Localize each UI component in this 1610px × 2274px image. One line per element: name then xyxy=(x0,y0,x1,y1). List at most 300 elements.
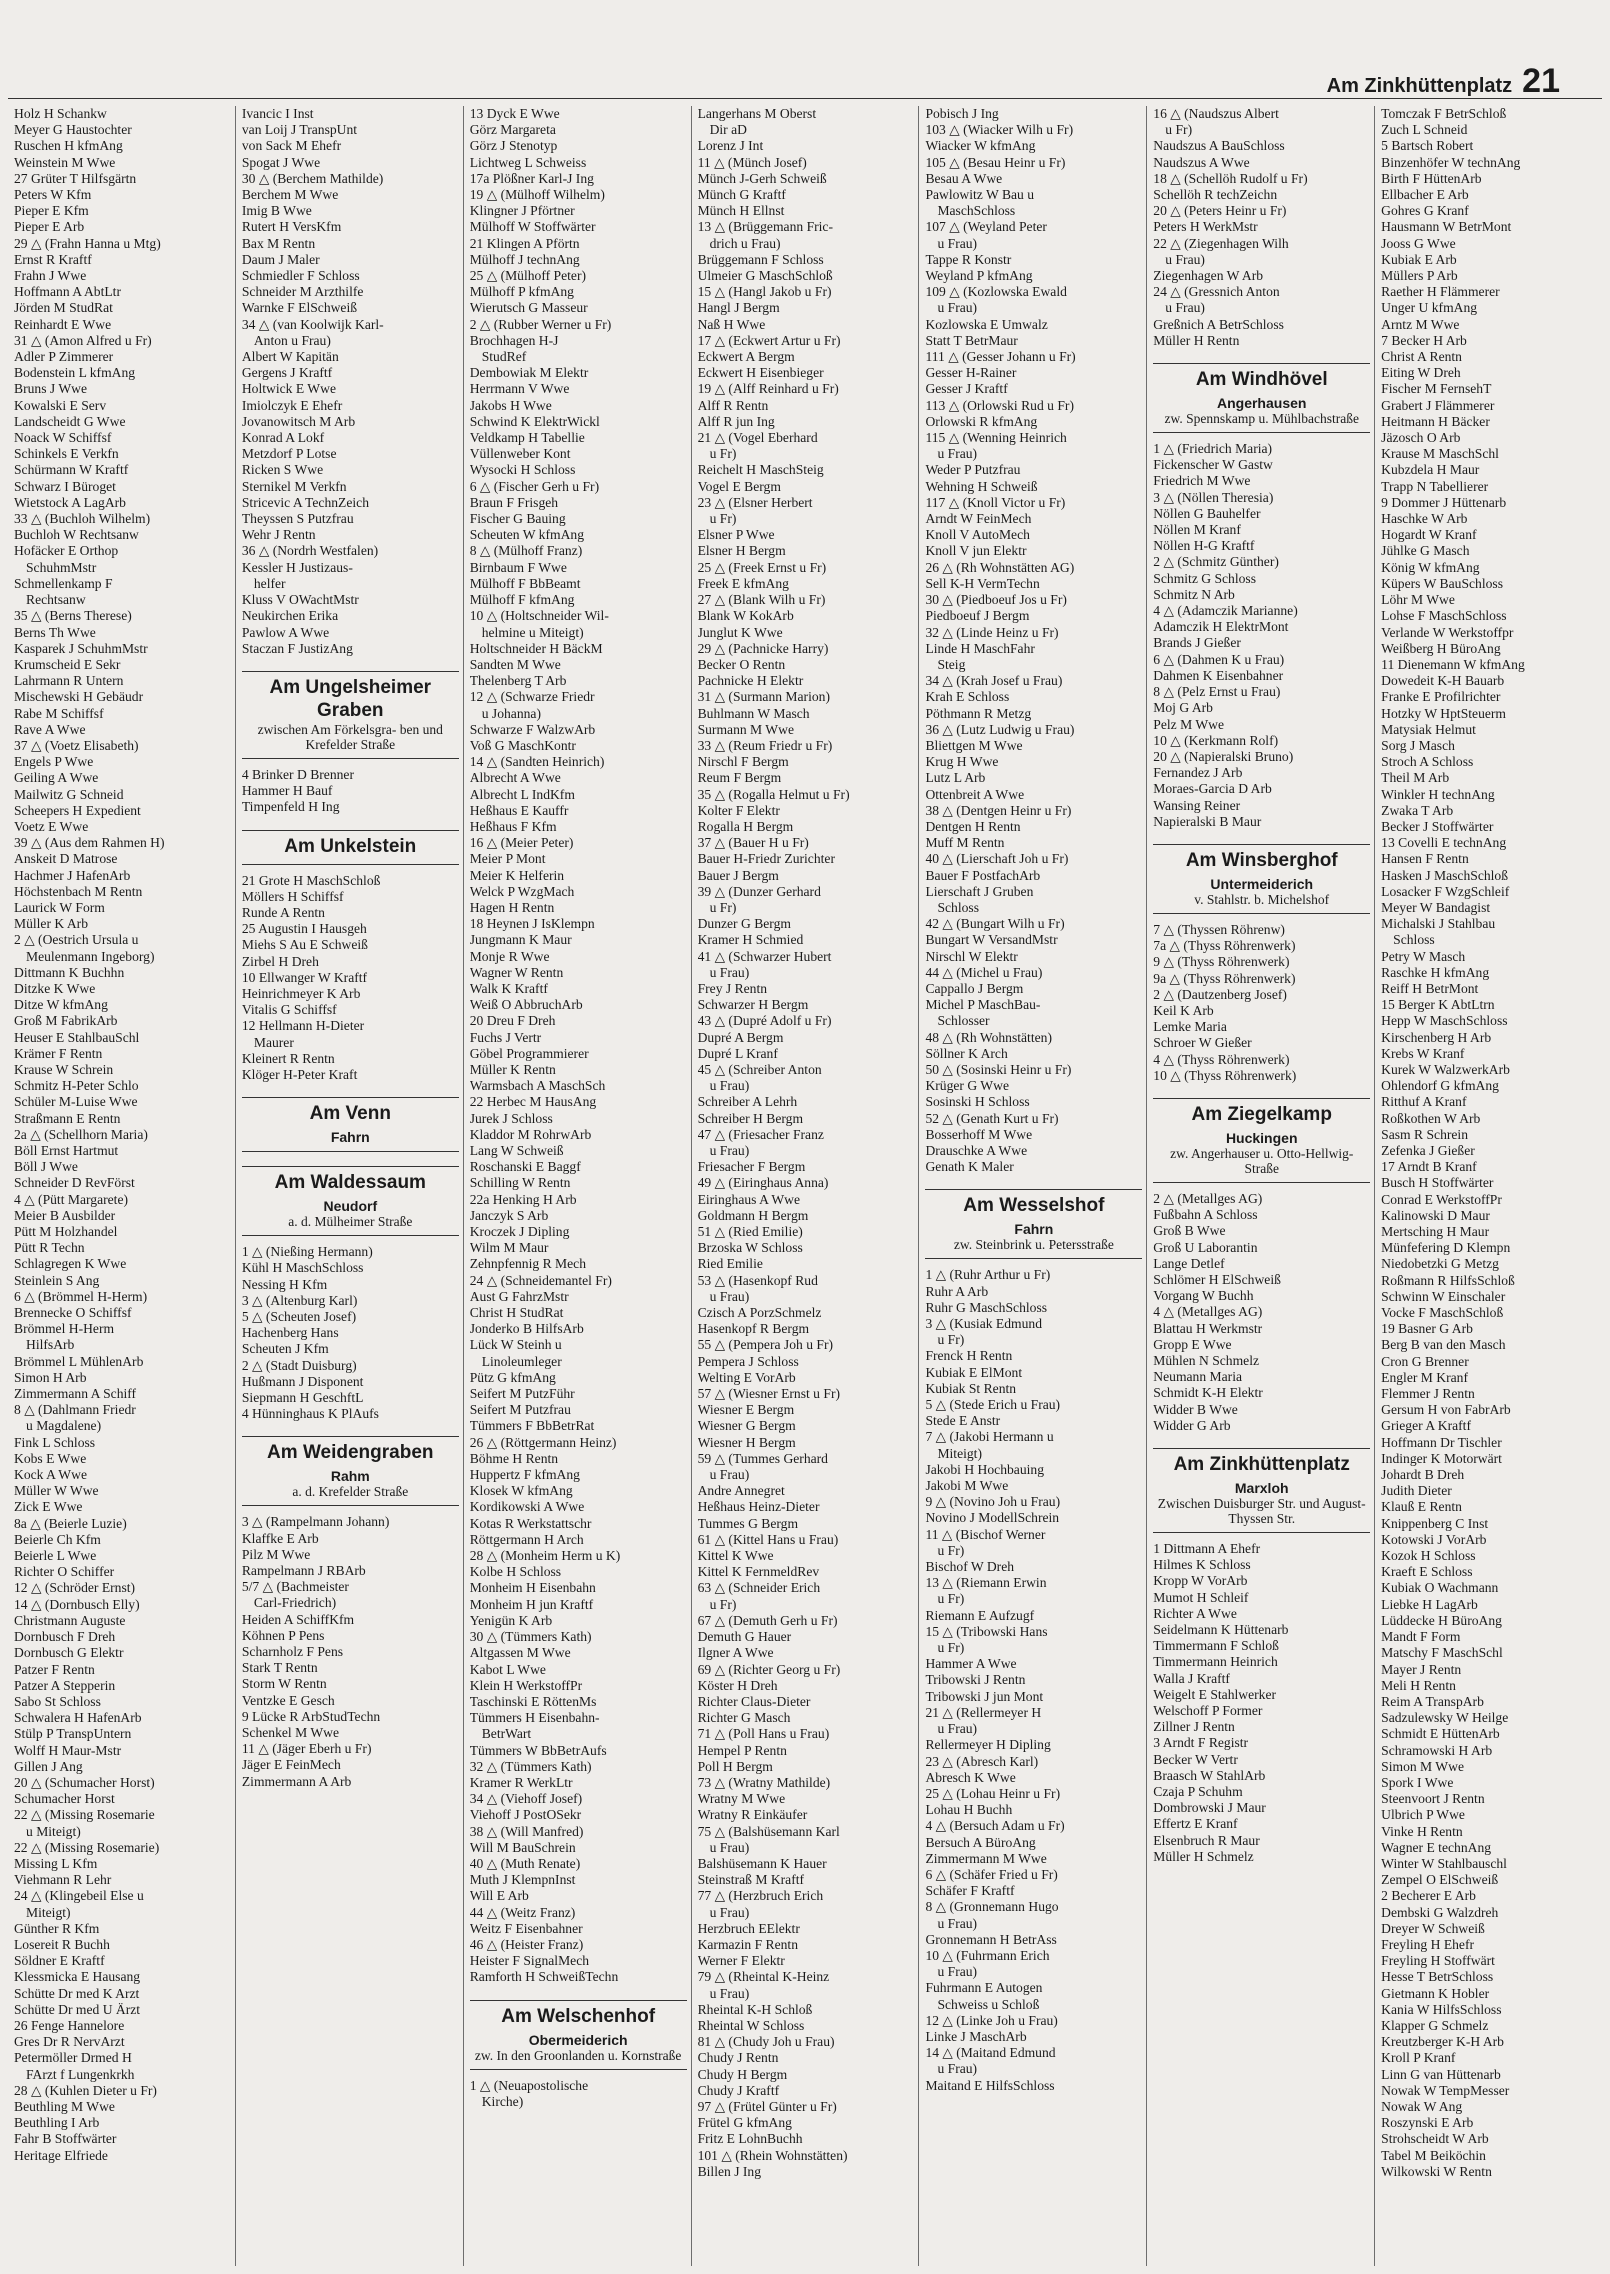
directory-entry: Rechtsanw xyxy=(26,592,86,608)
directory-entry: Monje R Wwe xyxy=(469,948,550,964)
directory-entry: Adamczik H ElektrMont xyxy=(1153,619,1289,635)
header-rule xyxy=(8,98,1602,99)
directory-entry: Lohau H Buchh xyxy=(925,1802,1013,1818)
directory-entry: u Fr) xyxy=(709,446,737,462)
directory-entry: Ditzke K Wwe xyxy=(14,980,96,996)
directory-entry: von Sack M Ehefr xyxy=(241,138,342,154)
directory-entry: Wiesner H Bergm xyxy=(697,1434,796,1450)
directory-entry: Frenck H Rentn xyxy=(925,1348,1013,1364)
directory-entry: Schwarze F WalzwArb xyxy=(469,721,596,737)
directory-entry: Lück W Steinh u xyxy=(469,1337,562,1353)
directory-entry: Günther R Kfm xyxy=(14,1920,100,1936)
directory-entry: 29 △ (Frahn Hanna u Mtg) xyxy=(14,235,161,251)
street-name: Am Waldessaum xyxy=(274,1172,426,1194)
directory-entry: Riemann E Aufzugf xyxy=(925,1607,1035,1623)
directory-entry: u Frau) xyxy=(937,2061,978,2077)
directory-entry: Böll J Wwe xyxy=(14,1159,78,1175)
directory-entry: Schmidt E HüttenArb xyxy=(1381,1726,1500,1742)
directory-entry: Flemmer J Rentn xyxy=(1381,1386,1475,1402)
directory-entry: Blattau H Werkmstr xyxy=(1153,1320,1263,1336)
directory-entry: Kittel K FernmeldRev xyxy=(697,1564,820,1580)
directory-entry: Abresch K Wwe xyxy=(925,1769,1016,1785)
directory-entry: Linoleumleger xyxy=(481,1353,562,1369)
directory-entry: Becker W Vertr xyxy=(1153,1751,1238,1767)
directory-entry: Kabot L Wwe xyxy=(469,1661,546,1677)
directory-entry: Goldmann H Bergm xyxy=(697,1207,809,1223)
directory-entry: 25 Augustin I Hausgeh xyxy=(241,921,367,937)
directory-entry: Jäzosch O Arb xyxy=(1381,430,1461,446)
directory-entry: Pawlow A Wwe xyxy=(241,624,330,640)
directory-entry: u Frau) xyxy=(937,235,978,251)
directory-entry: Sadzulewsky W Heilge xyxy=(1381,1710,1509,1726)
directory-entry: Bungart W VersandMstr xyxy=(925,932,1058,948)
directory-entry: 61 △ (Kittel Hans u Frau) xyxy=(697,1531,839,1547)
directory-entry: 39 △ (Dunzer Gerhard xyxy=(697,883,821,899)
directory-entry: Schlosser xyxy=(937,1013,990,1029)
directory-entry: Cappallo J Bergm xyxy=(925,980,1024,996)
directory-entry: Rellermeyer H Dipling xyxy=(925,1737,1051,1753)
directory-entry: 37 △ (Bauer H u Fr) xyxy=(697,835,809,851)
directory-entry: Weiß O AbbruchArb xyxy=(469,997,583,1013)
directory-entry: Christmann Auguste xyxy=(14,1612,126,1628)
directory-entry: 4 △ (Bersuch Adam u Fr) xyxy=(925,1818,1065,1834)
directory-entry: u Fr) xyxy=(1165,122,1193,138)
directory-entry: Schroer W Gießer xyxy=(1153,1035,1252,1051)
directory-entry: 22 △ (Ziegenhagen Wilh xyxy=(1153,235,1289,251)
column-4 xyxy=(691,106,919,2266)
directory-entry: Junglut K Wwe xyxy=(697,624,783,640)
directory-entry: Bliettgen M Wwe xyxy=(925,737,1023,753)
directory-entry: Bodenstein L kfmAng xyxy=(14,365,136,381)
directory-entry: Pempera J Schloss xyxy=(697,1353,799,1369)
directory-entry: van Loij J TranspUnt xyxy=(241,122,358,138)
directory-entry: Wansing Reiner xyxy=(1153,797,1241,813)
directory-entry: Seifert M Putzfrau xyxy=(469,1402,571,1418)
directory-entry: Köster H Dreh xyxy=(697,1677,778,1693)
directory-entry: Liebke H LagArb xyxy=(1381,1596,1478,1612)
directory-entry: Steinlein S Ang xyxy=(14,1272,100,1288)
directory-entry: Adler P Zimmerer xyxy=(14,349,114,365)
directory-entry: Schneider M Arzthilfe xyxy=(241,284,364,300)
directory-entry: Heiden A SchiffKfm xyxy=(241,1611,355,1627)
directory-entry: Groß B Wwe xyxy=(1153,1223,1226,1239)
directory-entry: Simon M Wwe xyxy=(1381,1758,1464,1774)
directory-entry: Pöthmann R Metzg xyxy=(925,705,1032,721)
directory-entry: Lohse F MaschSchloss xyxy=(1381,608,1507,624)
directory-entry: Thelenberg T Arb xyxy=(469,673,567,689)
directory-entry: Lange Detlef xyxy=(1153,1255,1225,1271)
directory-entry: 14 △ (Dornbusch Elly) xyxy=(14,1596,140,1612)
directory-entry: Daum J Maler xyxy=(241,251,320,267)
column-7 xyxy=(1374,106,1602,2266)
directory-entry: Elsner P Wwe xyxy=(697,527,775,543)
directory-entry: Nöllen G Bauhelfer xyxy=(1153,505,1261,521)
directory-entry: 20 △ (Napieralski Bruno) xyxy=(1153,748,1294,764)
street-location: a. d. Krefelder Straße xyxy=(292,1484,409,1500)
directory-entry: 12 Hellmann H-Dieter xyxy=(241,1018,365,1034)
directory-entry: u Frau) xyxy=(709,1904,750,1920)
directory-entry: Klapper G Schmelz xyxy=(1381,2017,1489,2033)
directory-entry: 16 △ (Naudszus Albert xyxy=(1153,106,1279,121)
directory-entry: Kock A Wwe xyxy=(14,1467,87,1483)
directory-entry: Krebs W Kranf xyxy=(1381,1045,1465,1061)
directory-entry: Grieger A Kraftf xyxy=(1381,1418,1471,1434)
directory-entry: Klosek W kfmAng xyxy=(469,1483,573,1499)
directory-entry: Storm W Rentn xyxy=(241,1676,327,1692)
directory-entry: Dentgen H Rentn xyxy=(925,818,1021,834)
directory-entry: Kurek W WalzwerkArb xyxy=(1381,1061,1510,1077)
directory-entry: Fritz E LohnBuchh xyxy=(697,2131,803,2147)
directory-entry: Albrecht L IndKfm xyxy=(469,786,575,802)
directory-entry: Schmiedler F Schloss xyxy=(241,268,360,284)
directory-entry: Moj G Arb xyxy=(1153,700,1213,716)
directory-entry: Söldner E Kraftf xyxy=(14,1953,105,1969)
directory-entry: Mandt F Form xyxy=(1381,1629,1461,1645)
directory-entry: Tappe R Konstr xyxy=(925,251,1012,267)
directory-entry: 4 △ (Thyss Röhrenwerk) xyxy=(1153,1051,1290,1067)
directory-entry: Kubiak E Arb xyxy=(1381,251,1457,267)
directory-entry: 26 △ (Rh Wohnstätten AG) xyxy=(925,559,1075,575)
directory-entry: FArzt f Lungenkrkh xyxy=(26,2066,135,2082)
directory-entry: 115 △ (Wenning Heinrich xyxy=(925,430,1067,446)
directory-entry: 18 Heynen J IsKlempn xyxy=(469,916,595,932)
directory-entry: Ulbrich P Wwe xyxy=(1381,1807,1465,1823)
directory-entry: Andre Annegret xyxy=(697,1483,785,1499)
directory-entry: Tabel M Beiköchin xyxy=(1381,2147,1486,2163)
directory-entry: u Frau) xyxy=(709,1985,750,2001)
directory-entry: 22 △ (Missing Rosemarie) xyxy=(14,1839,160,1855)
directory-entry: Ulmeier G MaschSchloß xyxy=(697,268,833,284)
directory-entry: Trapp N Tabellierer xyxy=(1381,478,1489,494)
directory-entry: Görz J Stenotyp xyxy=(469,138,558,154)
directory-entry: Zwaka T Arb xyxy=(1381,802,1454,818)
directory-entry: Viehoff J PostOSekr xyxy=(469,1807,582,1823)
directory-entry: 2a △ (Schellhorn Maria) xyxy=(14,1126,148,1142)
directory-entry: Kluss V OWachtMstr xyxy=(241,592,359,608)
directory-entry: Wilm M Maur xyxy=(469,1240,549,1256)
directory-entry: 21 Klingen A Pförtn xyxy=(469,235,580,251)
directory-entry: Mülhoff F kfmAng xyxy=(469,592,575,608)
directory-entry: Sabo St Schloss xyxy=(14,1693,101,1709)
directory-entry: Tümmers W BbBetrAufs xyxy=(469,1742,607,1758)
directory-entry: Böhme H Rentn xyxy=(469,1450,559,1466)
directory-entry: Brömmel H-Herm xyxy=(14,1321,115,1337)
street-heading xyxy=(1153,1448,1370,1533)
directory-entry: 43 △ (Dupré Adolf u Fr) xyxy=(697,1013,832,1029)
directory-entry: Meier K Helferin xyxy=(469,867,565,883)
directory-entry: Kordikowski A Wwe xyxy=(469,1499,585,1515)
directory-entry: 71 △ (Poll Hans u Frau) xyxy=(697,1726,830,1742)
directory-entry: SchuhmMstr xyxy=(26,559,97,575)
directory-entry: u Fr) xyxy=(709,1596,737,1612)
directory-entry: Kramer H Schmied xyxy=(697,932,804,948)
directory-entry: 17 △ (Eckwert Artur u Fr) xyxy=(697,332,841,348)
directory-entry: Krämer F Rentn xyxy=(14,1045,103,1061)
directory-entry: Vitalis G Schiffsf xyxy=(241,1002,337,1018)
directory-entry: Miehs S Au E Schweiß xyxy=(241,937,368,953)
street-heading xyxy=(1153,844,1370,914)
directory-entry: Winkler H technAng xyxy=(1381,786,1495,802)
directory-entry: Rheintal K-H Schloß xyxy=(697,2001,813,2017)
directory-entry: 10 △ (Fuhrmann Erich xyxy=(925,1947,1050,1963)
directory-entry: Holz H Schankw xyxy=(14,106,107,121)
directory-entry: Besau A Wwe xyxy=(925,170,1003,186)
directory-entry: Friedrich M Wwe xyxy=(1153,473,1251,489)
directory-entry: 10 △ (Thyss Röhrenwerk) xyxy=(1153,1067,1297,1083)
street-name: Am Ungelsheimer Graben xyxy=(269,676,432,721)
page-number: 21 xyxy=(1522,62,1560,100)
street-district: Huckingen xyxy=(1225,1129,1298,1146)
directory-entry: 42 △ (Bungart Wilh u Fr) xyxy=(925,916,1065,932)
directory-entry: Schwarz I Büroget xyxy=(14,478,116,494)
directory-entry: 101 △ (Rhein Wohnstätten) xyxy=(697,2147,848,2163)
directory-entry: Brennecke O Schiffsf xyxy=(14,1305,132,1321)
directory-entry: Pütt R Techn xyxy=(14,1240,85,1256)
directory-entry: Beierle Ch Kfm xyxy=(14,1531,101,1547)
directory-entry: Bauer F PostfachArb xyxy=(925,867,1041,883)
directory-entry: Altgassen M Wwe xyxy=(469,1645,571,1661)
directory-entry: Klöger H-Peter Kraft xyxy=(241,1066,358,1082)
directory-entry: Hausmann W BetrMont xyxy=(1381,219,1512,235)
directory-entry: Bax M Rentn xyxy=(241,235,316,251)
directory-entry: 11 Dienemann W kfmAng xyxy=(1381,656,1525,672)
directory-entry: Zirbel H Dreh xyxy=(241,953,319,969)
directory-entry: Kirche) xyxy=(481,2093,524,2109)
directory-entry: Arntz M Wwe xyxy=(1381,316,1460,332)
directory-entry: Poll H Bergm xyxy=(697,1758,773,1774)
directory-entry: Schumacher Horst xyxy=(14,1791,115,1807)
directory-entry: Naß H Wwe xyxy=(697,316,766,332)
directory-entry: Klessmicka E Hausang xyxy=(14,1969,141,1985)
directory-entry: Sell K-H VermTechn xyxy=(925,575,1040,591)
directory-entry: Straßmann E Rentn xyxy=(14,1110,121,1126)
directory-entry: Cron G Brenner xyxy=(1381,1353,1469,1369)
directory-entry: Metzdorf P Lotse xyxy=(241,446,337,462)
directory-entry: 2 Becherer E Arb xyxy=(1381,1888,1476,1904)
directory-entry: Möllers H Schiffsf xyxy=(241,888,344,904)
directory-entry: Kasparek J SchuhmMstr xyxy=(14,640,148,656)
directory-entry: 1 △ (Nießing Hermann) xyxy=(241,1244,373,1260)
street-location: zwischen Am Förkelsgra- ben und Krefelder Straße xyxy=(257,721,443,752)
directory-entry: Mailwitz G Schneid xyxy=(14,786,124,802)
directory-entry: Kirschenberg H Arb xyxy=(1381,1029,1492,1045)
directory-entry: Theil M Arb xyxy=(1381,770,1450,786)
directory-entry: 1 △ (Friedrich Maria) xyxy=(1153,441,1273,457)
directory-entry: 37 △ (Voetz Elisabeth) xyxy=(14,737,139,753)
street-name: Am Venn xyxy=(309,1103,391,1125)
directory-entry: Zick E Wwe xyxy=(14,1499,83,1515)
directory-entry: Reum F Bergm xyxy=(697,770,782,786)
directory-entry: 5 △ (Stede Erich u Frau) xyxy=(925,1397,1061,1413)
directory-entry: Gietmann K Hobler xyxy=(1381,1985,1490,2001)
directory-entry: Zimmermann A Schiff xyxy=(14,1386,137,1402)
directory-entry: 79 △ (Rheintal K-Heinz xyxy=(697,1969,830,1985)
directory-entry: Patzer F Rentn xyxy=(14,1661,95,1677)
directory-entry: Voß G MaschKontr xyxy=(469,737,576,753)
directory-entry: 18 △ (Schellöh Rudolf u Fr) xyxy=(1153,170,1308,186)
directory-entry: Frahn J Wwe xyxy=(14,268,87,284)
directory-entry: 28 △ (Kuhlen Dieter u Fr) xyxy=(14,2082,157,2098)
directory-entry: Knippenberg C Inst xyxy=(1381,1515,1489,1531)
directory-entry: Schwind K ElektrWickl xyxy=(469,413,600,429)
street-heading xyxy=(242,830,459,865)
directory-entry: MaschSchloss xyxy=(937,203,1016,219)
directory-entry: 17 Arndt B Kranf xyxy=(1381,1159,1477,1175)
directory-entry: Siepmann H GeschftL xyxy=(241,1389,364,1405)
directory-entry: Winter W Stahlbauschl xyxy=(1381,1855,1507,1871)
directory-entry: Kozok H Schloss xyxy=(1381,1548,1476,1564)
directory-entry: 12 △ (Schröder Ernst) xyxy=(14,1580,136,1596)
directory-entry: Braasch W StahlArb xyxy=(1153,1767,1266,1783)
directory-entry: Küpers W BauSchloss xyxy=(1381,575,1503,591)
directory-entry: Kleinert R Rentn xyxy=(241,1050,335,1066)
directory-entry: Ziegenhagen W Arb xyxy=(1153,268,1264,284)
directory-entry: Haschke W Arb xyxy=(1381,511,1468,527)
directory-entry: Schlömer H ElSchweiß xyxy=(1153,1271,1281,1287)
directory-entry: Gesser J Kraftf xyxy=(925,381,1008,397)
directory-entry: 63 △ (Schneider Erich xyxy=(697,1580,821,1596)
directory-entry: Fuchs J Vertr xyxy=(469,1029,542,1045)
directory-entry: Nirschl W Elektr xyxy=(925,948,1018,964)
directory-entry: 1 △ (Neuapostolische xyxy=(469,2077,589,2093)
directory-entry: Patzer A Stepperin xyxy=(14,1677,116,1693)
directory-entry: Matysiak Helmut xyxy=(1381,721,1476,737)
directory-entry: Reim A TranspArb xyxy=(1381,1693,1484,1709)
directory-entry: Linn G van Hüttenarb xyxy=(1381,2066,1501,2082)
directory-entry: 59 △ (Tummes Gerhard xyxy=(697,1450,828,1466)
directory-entry: Statt T BetrMaur xyxy=(925,332,1018,348)
directory-entry: 1 Dittmann A Ehefr xyxy=(1153,1541,1261,1556)
directory-entry: Walk K Kraftf xyxy=(469,980,548,996)
street-location: v. Stahlstr. b. Michelshof xyxy=(1194,891,1330,907)
directory-entry: Eckwert A Bergm xyxy=(697,349,795,365)
directory-entry: Anskeit D Matrose xyxy=(14,851,118,867)
directory-entry: Zehnpfennig R Mech xyxy=(469,1256,586,1272)
directory-entry: Chudy H Bergm xyxy=(697,2066,788,2082)
directory-entry: Hempel P Rentn xyxy=(697,1742,787,1758)
directory-entry: 38 △ (Will Manfred) xyxy=(469,1823,584,1839)
directory-entry: Rampelmann J RBArb xyxy=(241,1563,366,1578)
directory-entry: 3 △ (Kusiak Edmund xyxy=(925,1316,1042,1332)
directory-entry: 30 △ (Tümmers Kath) xyxy=(469,1629,592,1645)
directory-entry: Klaffke E Arb xyxy=(241,1530,319,1546)
directory-entry: 21 △ (Rellermeyer H xyxy=(925,1704,1042,1720)
directory-entry: Eiringhaus A Wwe xyxy=(697,1191,801,1207)
directory-entry: Engels P Wwe xyxy=(14,754,94,770)
directory-entry: Judith Dieter xyxy=(1381,1483,1452,1499)
directory-entry: Huppertz F kfmAng xyxy=(469,1467,580,1483)
directory-entry: Bauer J Bergm xyxy=(697,867,779,883)
directory-entry: Pobisch J Ing xyxy=(925,106,999,121)
directory-entry: 31 △ (Amon Alfred u Fr) xyxy=(14,332,152,348)
directory-entry: Münch J-Gerh Schweiß xyxy=(697,170,827,186)
directory-entry: Kolbe H Schloss xyxy=(469,1564,562,1580)
directory-entry: Dreyer W Schweiß xyxy=(1381,1920,1485,1936)
street-heading xyxy=(242,1097,459,1152)
directory-entry: Christ A Rentn xyxy=(1381,349,1462,365)
directory-entry: 36 △ (Nordrh Westfalen) xyxy=(241,543,379,559)
directory-entry: Frey J Rentn xyxy=(697,980,768,996)
directory-entry: Hußmann J Disponent xyxy=(241,1373,364,1389)
directory-entry: Gropp E Wwe xyxy=(1153,1336,1232,1352)
directory-entry: Muff M Rentn xyxy=(925,835,1005,851)
directory-entry: Heßhaus F Kfm xyxy=(469,818,557,834)
directory-entry: Krug H Wwe xyxy=(925,754,999,770)
directory-entry: 10 Ellwanger W Kraftf xyxy=(241,969,368,985)
directory-entry: Pelz M Wwe xyxy=(1153,716,1225,732)
street-name: Am Windhövel xyxy=(1195,369,1328,391)
directory-entry: Hangl J Bergm xyxy=(697,300,780,316)
directory-entry: 13 △ (Brüggemann Fric- xyxy=(697,219,833,235)
directory-entry: Spork I Wwe xyxy=(1381,1774,1454,1790)
directory-entry: Michalski J Stahlbau xyxy=(1381,916,1496,932)
directory-entry: Jungmann K Maur xyxy=(469,932,572,948)
directory-entry: Ventzke E Gesch xyxy=(241,1692,335,1708)
directory-entry: Hasken J MaschSchloß xyxy=(1381,867,1509,883)
directory-entry: Schreiber A Lehrh xyxy=(697,1094,798,1110)
directory-entry: Schütte Dr med U Ärzt xyxy=(14,2001,141,2017)
directory-entry: Jovanowitsch M Arb xyxy=(241,413,356,429)
directory-entry: Friesacher F Bergm xyxy=(697,1159,806,1175)
directory-entry: Walla J Kraftf xyxy=(1153,1670,1230,1686)
directory-entry: Meier P Mont xyxy=(469,851,546,867)
directory-entry: 23 △ (Elsner Herbert xyxy=(697,494,813,510)
directory-entry: Fuhrmann E Autogen xyxy=(925,1980,1043,1996)
directory-entry: u Fr) xyxy=(937,1640,965,1656)
directory-entry: 24 △ (Schneidemantel Fr) xyxy=(469,1272,612,1288)
directory-entry: Hasenkopf R Bergm xyxy=(697,1321,810,1337)
directory-entry: 49 △ (Eiringhaus Anna) xyxy=(697,1175,829,1191)
directory-entry: Wehning H Schweiß xyxy=(925,478,1038,494)
directory-entry: Wiacker W kfmAng xyxy=(925,138,1036,154)
directory-entry: Groß M FabrikArb xyxy=(14,1013,118,1029)
directory-entry: Napieralski B Maur xyxy=(1153,813,1262,829)
directory-entry: Alff R jun Ing xyxy=(697,413,775,429)
directory-entry: Schwinn W Einschaler xyxy=(1381,1288,1506,1304)
directory-entry: 3 △ (Altenburg Karl) xyxy=(241,1292,358,1308)
directory-entry: Wiesner G Bergm xyxy=(697,1418,796,1434)
directory-entry: Timmermann F Schloß xyxy=(1153,1638,1279,1654)
directory-entry: u Frau) xyxy=(709,1288,750,1304)
directory-entry: Voetz E Wwe xyxy=(14,818,89,834)
street-heading xyxy=(1153,363,1370,433)
directory-entry: Kotowski J VorArb xyxy=(1381,1531,1487,1547)
directory-entry: Buhlmann W Masch xyxy=(697,705,810,721)
directory-entry: Beuthling M Wwe xyxy=(14,2098,115,2114)
directory-entry: 9 Lücke R ArbStudTechn xyxy=(241,1708,381,1724)
directory-entry: Vogel E Bergm xyxy=(697,478,781,494)
directory-entry: Roszynski E Arb xyxy=(1381,2115,1474,2131)
directory-entry: u Fr) xyxy=(709,899,737,915)
directory-entry: Richter A Wwe xyxy=(1153,1605,1237,1621)
directory-entry: Weißberg H BüroAng xyxy=(1381,640,1501,656)
directory-entry: Dembowiak M Elektr xyxy=(469,365,589,381)
directory-entry: Schilling W Rentn xyxy=(469,1175,571,1191)
directory-entry: Elsner H Bergm xyxy=(697,543,786,559)
directory-entry: 13 Dyck E Wwe xyxy=(469,106,560,121)
directory-entry: 21 Grote H MaschSchloß xyxy=(241,872,381,888)
directory-entry: Freyling H Stoffwärt xyxy=(1381,1953,1495,1969)
directory-entry: Weigelt E Stahlwerker xyxy=(1153,1686,1277,1702)
directory-entry: Kania W HilfsSchloss xyxy=(1381,2001,1502,2017)
directory-entry: Ricken S Wwe xyxy=(241,462,324,478)
directory-entry: Tomczak F BetrSchloß xyxy=(1381,106,1507,121)
directory-entry: 19 △ (Mülhoff Wilhelm) xyxy=(469,187,605,203)
directory-entry: 81 △ (Chudy Joh u Frau) xyxy=(697,2034,835,2050)
directory-entry: 111 △ (Gesser Johann u Fr) xyxy=(925,349,1076,365)
directory-entry: Czaja P Schuhm xyxy=(1153,1784,1243,1800)
directory-entry: Ilgner A Wwe xyxy=(697,1645,774,1661)
